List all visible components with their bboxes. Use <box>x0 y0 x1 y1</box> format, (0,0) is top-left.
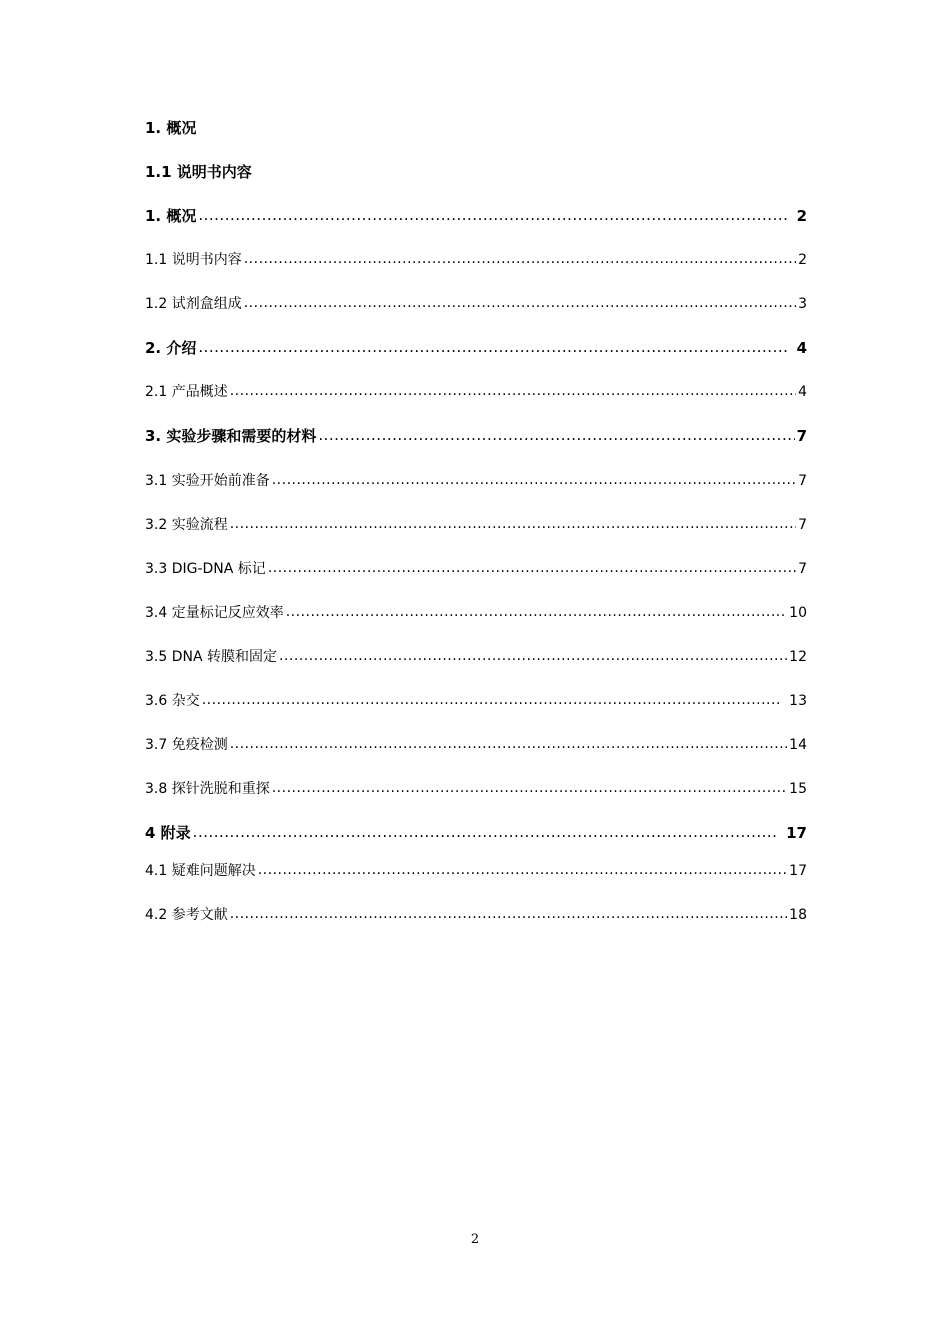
toc-entry-label: 3.3 DIG-DNA 标记 <box>145 561 266 577</box>
toc-entry-3-1[interactable] <box>145 471 807 491</box>
toc-entry-2-1[interactable] <box>145 382 807 402</box>
toc-entry-label: 3.2 实验流程 <box>145 517 228 533</box>
toc-entry-page: 10 <box>789 605 807 621</box>
toc-entry-label: 2.1 产品概述 <box>145 384 228 400</box>
toc-entry-label: 2. 介绍 <box>145 339 197 357</box>
toc-entry-label: 1.1 说明书内容 <box>145 252 242 268</box>
toc-dot-leader <box>258 860 787 880</box>
toc-entry-page: 4 <box>796 339 807 357</box>
toc-entry-page: 7 <box>796 427 807 445</box>
toc-dot-leader <box>268 558 796 578</box>
toc-entry-3-8[interactable] <box>145 779 807 799</box>
toc-entry-page: 3 <box>798 296 807 312</box>
toc-dot-leader <box>286 602 787 622</box>
toc-entry-3-5[interactable] <box>145 647 807 667</box>
toc-entry-1[interactable] <box>145 206 807 226</box>
toc-entry-1-1[interactable] <box>145 250 807 270</box>
toc-entry-label: 3.1 实验开始前准备 <box>145 473 270 489</box>
toc-dot-leader <box>193 822 778 842</box>
toc-entry-2[interactable] <box>145 338 807 358</box>
toc-entry-label: 1. 概况 <box>145 207 197 225</box>
toc-entry-page: 2 <box>798 252 807 268</box>
toc-dot-leader <box>272 778 787 798</box>
toc-entry-page: 2 <box>796 207 807 225</box>
toc-entry-3-3[interactable] <box>145 559 807 579</box>
toc-entry-page: 14 <box>789 737 807 753</box>
toc-entry-label: 3.8 探针洗脱和重探 <box>145 781 270 797</box>
page-number: 2 <box>470 1232 480 1247</box>
toc-entry-page: 17 <box>786 824 807 842</box>
toc-dot-leader <box>244 249 796 269</box>
toc-entry-page: 7 <box>798 517 807 533</box>
toc-dot-leader <box>230 734 787 754</box>
toc-entry-page: 13 <box>789 693 807 709</box>
toc-dot-leader <box>279 646 787 666</box>
toc-dot-leader <box>198 337 788 357</box>
toc-entry-label: 3.7 免疫检测 <box>145 737 228 753</box>
toc-dot-leader <box>318 425 794 445</box>
toc-entry-label: 4 附录 <box>145 824 191 842</box>
toc-entry-label: 3.4 定量标记反应效率 <box>145 605 284 621</box>
toc-entry-4-2[interactable] <box>145 905 807 925</box>
toc-entry-3[interactable] <box>145 426 807 446</box>
toc-entry-4-1[interactable] <box>145 861 807 881</box>
toc-dot-leader <box>272 470 796 490</box>
toc-entry-label: 3.5 DNA 转膜和固定 <box>145 649 277 665</box>
toc-entry-page: 15 <box>789 781 807 797</box>
toc-entry-label: 4.1 疑难问题解决 <box>145 863 256 879</box>
toc-entry-page: 7 <box>798 473 807 489</box>
toc-entry-4[interactable] <box>145 823 807 843</box>
toc-entry-label: 3.6 杂交 <box>145 693 200 709</box>
toc-entry-label: 4.2 参考文献 <box>145 907 228 923</box>
toc-entry-3-7[interactable] <box>145 735 807 755</box>
toc-entry-3-4[interactable] <box>145 603 807 623</box>
section-heading-1-1: 1.1 说明书内容 <box>145 163 252 181</box>
toc-dot-leader <box>230 514 796 534</box>
toc-entry-page: 18 <box>789 907 807 923</box>
toc-entry-label: 1.2 试剂盒组成 <box>145 296 242 312</box>
toc-entry-page: 17 <box>789 863 807 879</box>
toc-entry-1-2[interactable] <box>145 294 807 314</box>
toc-entry-page: 4 <box>798 384 807 400</box>
toc-entry-3-2[interactable] <box>145 515 807 535</box>
toc-dot-leader <box>198 205 788 225</box>
toc-dot-leader <box>202 690 781 710</box>
toc-entry-label: 3. 实验步骤和需要的材料 <box>145 427 317 445</box>
toc-entry-page: 7 <box>798 561 807 577</box>
toc-entry-3-6[interactable] <box>145 691 807 711</box>
toc-entry-page: 12 <box>789 649 807 665</box>
toc-dot-leader <box>230 904 787 924</box>
toc-dot-leader <box>244 293 796 313</box>
toc-dot-leader <box>230 381 796 401</box>
section-heading-1: 1. 概况 <box>145 119 197 137</box>
